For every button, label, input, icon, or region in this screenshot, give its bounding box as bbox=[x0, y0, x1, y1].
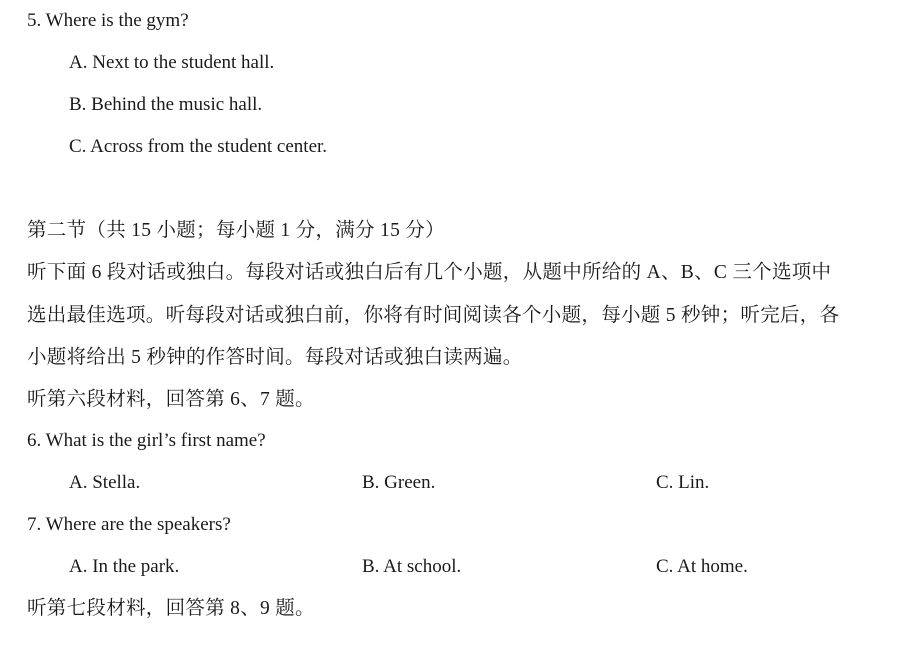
question-7-stem: 7. Where are the speakers? bbox=[27, 514, 231, 535]
question-6-stem: 6. What is the girl’s first name? bbox=[27, 430, 266, 451]
question-7-option-b: B. At school. bbox=[362, 556, 462, 577]
instructions-line-3: 小题将给出 5 秒钟的作答时间。每段对话或独白读两遍。 bbox=[27, 347, 523, 368]
question-6-option-a: A. Stella. bbox=[69, 472, 141, 493]
question-5-stem: 5. Where is the gym? bbox=[27, 10, 189, 31]
question-5-option-a: A. Next to the student hall. bbox=[69, 52, 275, 73]
question-7-option-c: C. At home. bbox=[656, 556, 748, 577]
material-7-intro: 听第七段材料，回答第 8、9 题。 bbox=[27, 598, 315, 619]
question-7-option-a: A. In the park. bbox=[69, 556, 180, 577]
instructions-line-2: 选出最佳选项。听每段对话或独白前，你将有时间阅读各个小题，每小题 5 秒钟；听完后，各 bbox=[27, 305, 840, 326]
question-6-option-b: B. Green. bbox=[362, 472, 436, 493]
question-5-option-b: B. Behind the music hall. bbox=[69, 94, 263, 115]
question-5-option-c: C. Across from the student center. bbox=[69, 136, 328, 157]
instructions-line-1: 听下面 6 段对话或独白。每段对话或独白后有几个小题，从题中所给的 A、B、C 三个选项中 bbox=[27, 262, 832, 283]
question-6-option-c: C. Lin. bbox=[656, 472, 710, 493]
section-heading: 第二节（共 15 小题；每小题 1 分，满分 15 分） bbox=[27, 220, 445, 241]
material-6-intro: 听第六段材料，回答第 6、7 题。 bbox=[27, 389, 315, 410]
